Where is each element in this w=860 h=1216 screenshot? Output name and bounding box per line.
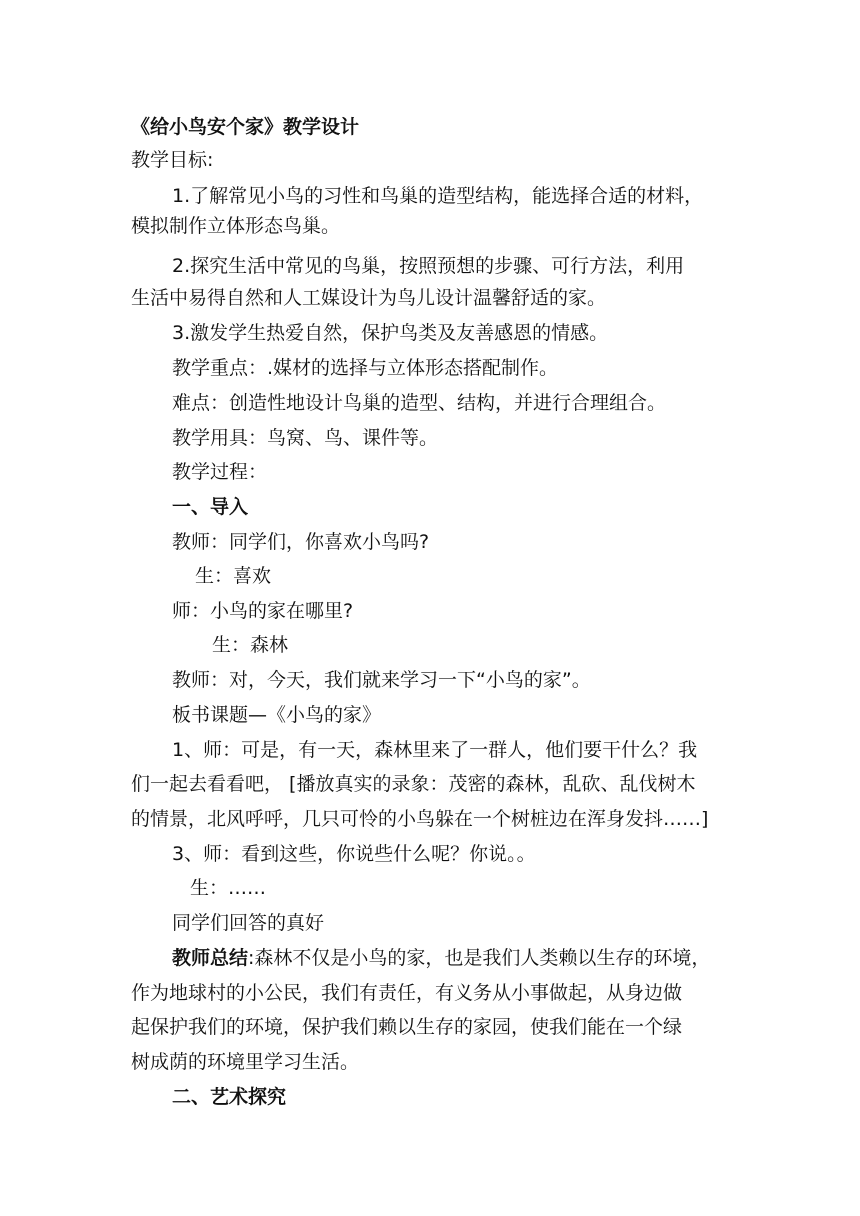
dialogue-line-1: 教师：同学们，你喜欢小鸟吗? bbox=[172, 531, 430, 553]
activity-1-line-3: 的情景，北风呼呼，几只可怜的小鸟躲在一个树桩边在浑身发抖……] bbox=[131, 808, 709, 830]
dialogue-line-5: 教师：对，今天，我们就来学习一下“小鸟的家”。 bbox=[172, 669, 591, 691]
goal-3: 3.激发学生热爱自然，保护鸟类及友善感恩的情感。 bbox=[172, 322, 609, 344]
goal-2-line-2: 生活中易得自然和人工媒设计为鸟儿设计温馨舒适的家。 bbox=[131, 287, 607, 309]
teacher-summary-line-4: 树成荫的环境里学习生活。 bbox=[131, 1051, 360, 1073]
goal-2-line-1: 2.探究生活中常见的鸟巢，按照预想的步骤、可行方法，利用 bbox=[172, 255, 685, 277]
board-title: 板书课题—《小鸟的家》 bbox=[172, 704, 382, 726]
activity-3: 3、师：看到这些，你说些什么呢？你说。。 bbox=[172, 843, 536, 865]
teaching-difficulty: 难点：创造性地设计鸟巢的造型、结构，并进行合理组合。 bbox=[172, 392, 667, 414]
teaching-tools: 教学用具：鸟窝、鸟、课件等。 bbox=[172, 427, 439, 449]
activity-1-line-1: 1、师：可是，有一天，森林里来了一群人，他们要干什么？我 bbox=[172, 739, 698, 761]
teacher-summary-line-1 bbox=[172, 946, 772, 970]
document-title: 《给小鸟安个家》教学设计 bbox=[131, 116, 360, 138]
teaching-process-heading: 教学过程： bbox=[172, 461, 268, 483]
section-1-heading: 一、导入 bbox=[172, 496, 249, 518]
teacher-praise: 同学们回答的真好 bbox=[172, 912, 325, 934]
teacher-summary-text: :森林不仅是小鸟的家，也是我们人类赖以生存的环境， bbox=[248, 947, 711, 969]
section-2-heading: 二、艺术探究 bbox=[172, 1086, 287, 1108]
goal-1-line-2: 模拟制作立体形态鸟巢。 bbox=[131, 215, 341, 237]
activity-1-line-2: 们一起去看看吧， [播放真实的录象：茂密的森林，乱砍、乱伐树木 bbox=[131, 773, 696, 795]
teaching-key-point: 教学重点：.媒材的选择与立体形态搭配制作。 bbox=[172, 357, 559, 379]
goal-1-line-1: 1.了解常见小鸟的习性和鸟巢的造型结构，能选择合适的材料， bbox=[172, 185, 704, 207]
dialogue-line-3: 师：小鸟的家在哪里? bbox=[172, 600, 354, 622]
teacher-summary-line-3: 起保护我们的环境，保护我们赖以生存的家园，使我们能在一个绿 bbox=[131, 1016, 683, 1038]
student-response: 生：…… bbox=[190, 877, 267, 899]
dialogue-line-4: 生：森林 bbox=[212, 634, 289, 656]
teacher-summary-line-2: 作为地球村的小公民，我们有责任，有义务从小事做起，从身边做 bbox=[131, 982, 683, 1004]
teacher-summary-label: 教师总结 bbox=[172, 947, 249, 969]
dialogue-line-2: 生：喜欢 bbox=[195, 565, 272, 587]
teaching-goals-heading: 教学目标: bbox=[131, 149, 214, 171]
